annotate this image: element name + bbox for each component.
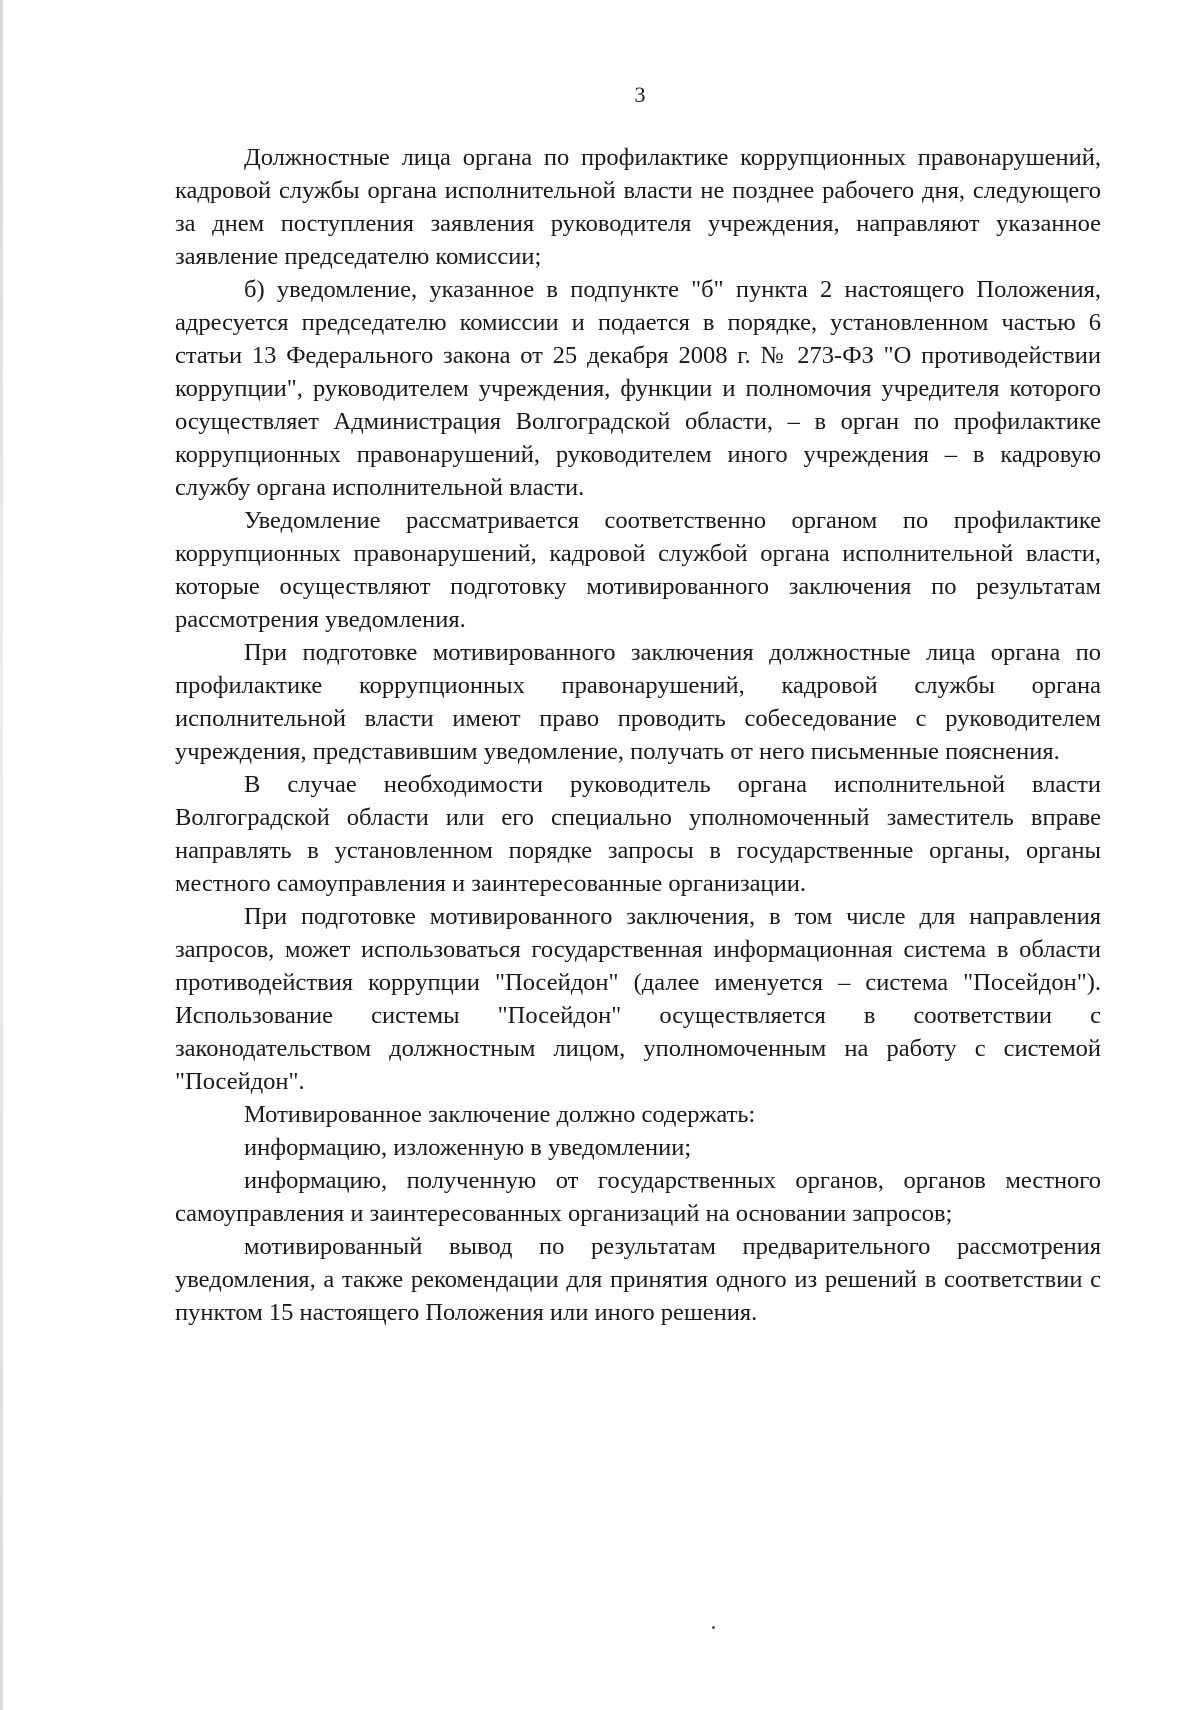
scan-edge [0,0,3,1710]
paragraph: информацию, изложенную в уведомлении; [244,1134,692,1161]
paragraph: информацию, полученную от государственных органов, органов местного самоуправления и заинтересованных организаций на основании запросов; [175,1167,1101,1227]
paragraph: Должностные лица органа по профилактике коррупционных правонарушений, кадровой службы органа исполнительной власти не позднее рабочего дня, следующего за днем поступления заявления руководителя учреждения, направляют указанное заявление председателю комиссии; [175,144,1101,270]
paragraph: Уведомление рассматривается соответственно органом по профилактике коррупционных правонарушений, кадровой службой органа исполнительной власти, которые осуществляют подготовку мотивированного заключения по результатам рассмотрения уведомления. [175,507,1101,633]
document-body [175,141,1101,1329]
paragraph: Мотивированное заключение должно содержать: [244,1101,756,1128]
paragraph: мотивированный вывод по результатам предварительного рассмотрения уведомления, а также рекомендации для принятия одного из решений в соответствии с пунктом 15 настоящего Положения или иного решения. [175,1233,1101,1326]
scan-speck [712,1626,715,1629]
paragraph: б) уведомление, указанное в подпункте "б" пункта 2 настоящего Положения, адресуется председателю комиссии и подается в порядке, установленном частью 6 статьи 13 Федерального закона от 25 декабря 2008 г. № 273-ФЗ "О противодействии коррупции", руководителем учреждения, функции и полномочия учредителя которого осуществляет Администрация Волгоградской области, – в орган по профилактике коррупционных правонарушений, руководителем иного учреждения – в кадровую службу органа исполнительной власти. [175,276,1101,501]
paragraph: При подготовке мотивированного заключения должностные лица органа по профилактике коррупционных правонарушений, кадровой службы органа исполнительной власти имеют право проводить собеседование с руководителем учреждения, представившим уведомление, получать от него письменные пояснения. [175,639,1101,765]
page-number: 3 [634,82,646,107]
paragraph: При подготовке мотивированного заключения, в том числе для направления запросов, может использоваться государственная информационная система в области противодействия коррупции "Посейдон" (далее именуется – система "Посейдон"). Использование системы "Посейдон" осуществляется в соответствии с законодательством должностным лицом, уполномоченным на работу с системой "Посейдон". [175,903,1101,1095]
paragraph: В случае необходимости руководитель органа исполнительной власти Волгоградской области или его специально уполномоченный заместитель вправе направлять в установленном порядке запросы в государственные органы, органы местного самоуправления и заинтересованные организации. [175,771,1101,897]
